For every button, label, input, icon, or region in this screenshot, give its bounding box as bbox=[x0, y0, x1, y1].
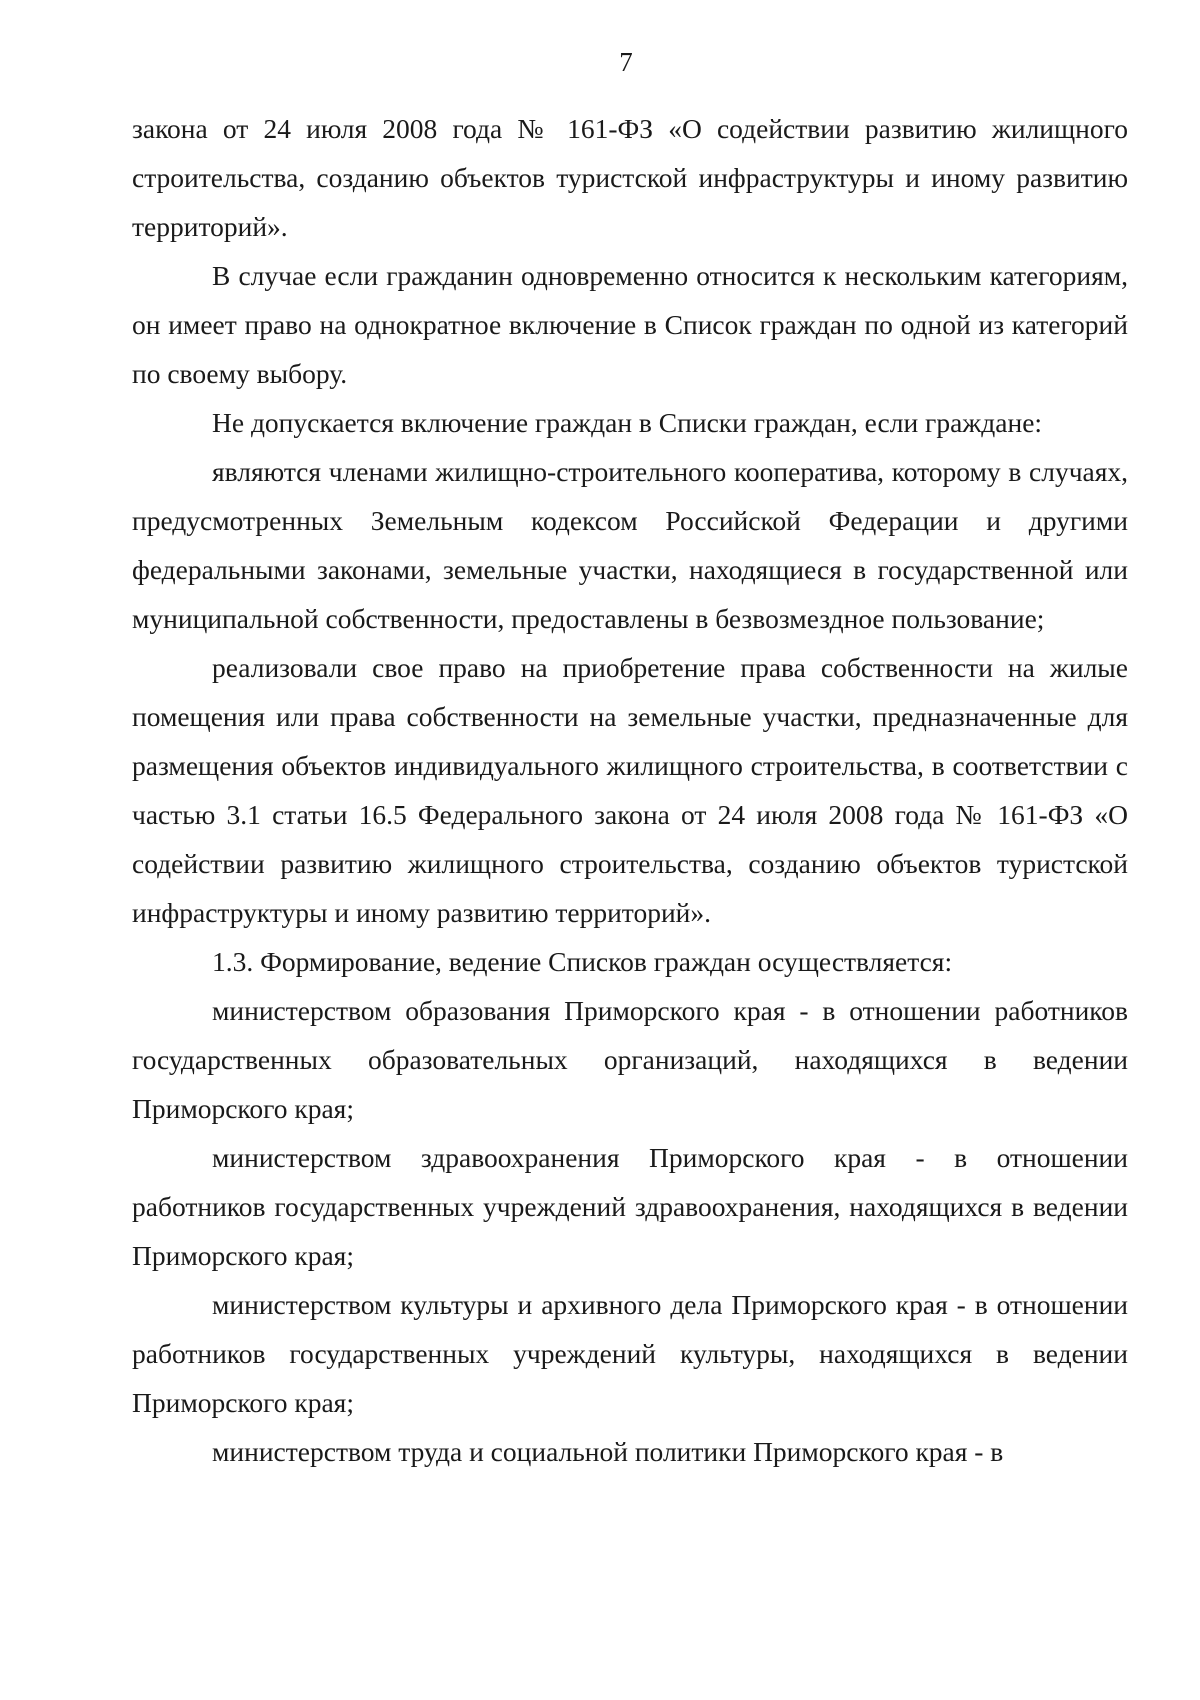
page-number: 7 bbox=[619, 47, 633, 77]
paragraph-exclusion-intro: Не допускается включение граждан в Списки граждан, если граждане: bbox=[212, 407, 1043, 438]
paragraph-ministry-culture: министерством культуры и архивного дела Приморского края - в отношении работников государственных учреждений культуры, находящихся в ведении Приморского края; bbox=[132, 1289, 1128, 1418]
paragraph-section-1-3: 1.3. Формирование, ведение Списков граждан осуществляется: bbox=[212, 946, 953, 977]
paragraph-exclusion-cooperative-members: являются членами жилищно-строительного кооператива, которому в случаях, предусмотренных Земельным кодексом Российской Федерации и другими федеральными законами, земельные участки, находящиеся в государственной или муниципальной собственности, предоставлены в безвозмездное пользование; bbox=[132, 456, 1128, 634]
paragraph-ministry-health: министерством здравоохранения Приморского края - в отношении работников государственных учреждений здравоохранения, находящихся в ведении Приморского края; bbox=[132, 1142, 1128, 1271]
document-body bbox=[132, 104, 1128, 1476]
paragraph-exclusion-realized-right: реализовали свое право на приобретение права собственности на жилые помещения или права собственности на земельные участки, предназначенные для размещения объектов индивидуального жилищного строительства, в соответствии с частью 3.1 статьи 16.5 Федерального закона от 24 июля 2008 года № 161-ФЗ «О содействии развитию жилищного строительства, созданию объектов туристской инфраструктуры и иному развитию территорий». bbox=[132, 652, 1128, 928]
paragraph-ministry-labor: министерством труда и социальной политики Приморского края - в bbox=[212, 1436, 1004, 1467]
paragraph-ministry-education: министерством образования Приморского края - в отношении работников государственных образовательных организаций, находящихся в ведении Приморского края; bbox=[132, 995, 1128, 1124]
paragraph-law-reference-continuation: закона от 24 июля 2008 года № 161-ФЗ «О содействии развитию жилищного строительства, созданию объектов туристской инфраструктуры и иному развитию территорий». bbox=[132, 113, 1128, 242]
paragraph-multiple-categories: В случае если гражданин одновременно относится к нескольким категориям, он имеет право на однократное включение в Список граждан по одной из категорий по своему выбору. bbox=[132, 260, 1128, 389]
